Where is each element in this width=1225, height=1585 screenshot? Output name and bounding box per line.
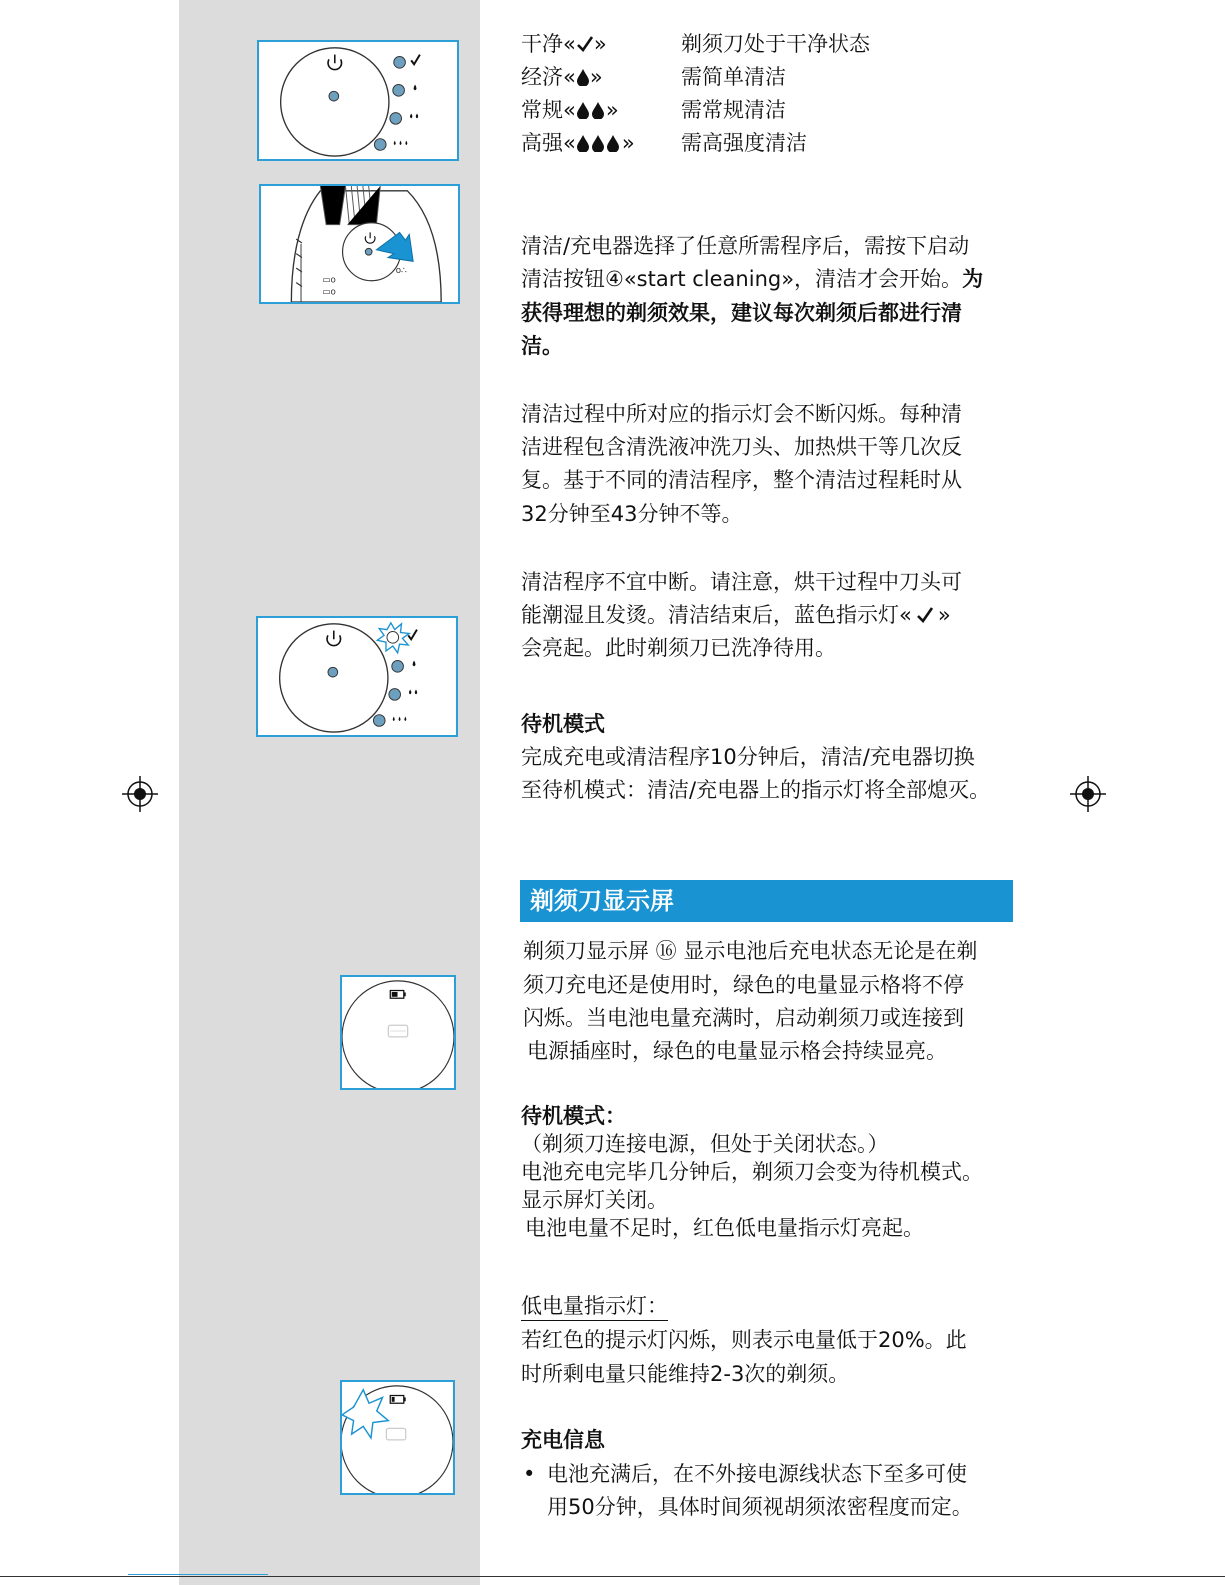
legend-desc-normal: 需常规清洁 <box>681 98 786 122</box>
low-battery-illustration <box>342 1382 453 1493</box>
charging-heading: 充电信息 <box>521 1428 605 1452</box>
standby-shaver-line1: （剃须刀连接电源，但处于关闭状态。） <box>521 1132 889 1156</box>
para-start-line3: 获得理想的剃须效果，建议每次剃须后都进行清 <box>521 301 962 325</box>
legend-desc-clean: 剃须刀处于干净状态 <box>681 32 870 56</box>
registration-mark-icon <box>122 776 158 812</box>
para-start-line4: 洁。 <box>521 334 563 358</box>
drop-icon <box>576 68 590 86</box>
display-line1: 剃须刀显示屏 ⑯ 显示电池后充电状态无论是在剃 <box>523 939 978 963</box>
display-line3: 闪烁。当电池电量充满时，启动剃须刀或连接到 <box>523 1006 964 1030</box>
para-process-line1: 清洁过程中所对应的指示灯会不断闪烁。每种清 <box>521 402 962 426</box>
para-start-line1: 清洁/充电器选择了任意所需程序后，需按下启动 <box>521 234 970 258</box>
charging-line2: 用50分钟，具体时间须视胡须浓密程度而定。 <box>547 1495 973 1519</box>
legend-desc-intensive: 需高强度清洁 <box>681 131 807 155</box>
figure-start-button <box>259 184 460 304</box>
para-process-line2: 洁进程包含清洗液冲洗刀头、加热烘干等几次反 <box>521 435 962 459</box>
checkmark-icon <box>912 607 938 623</box>
standby-shaver-line4: 电池电量不足时，红色低电量指示灯亮起。 <box>525 1216 924 1240</box>
figure-clean-led-lit <box>256 616 458 737</box>
registration-mark-icon <box>1070 776 1106 812</box>
standby-station-line2: 至待机模式：清洁/充电器上的指示灯将全部熄灭。 <box>521 778 991 802</box>
legend-mode-intensive: 高强« <box>521 131 576 155</box>
legend-mode-eco: 经济« <box>521 65 576 89</box>
para-process-line4: 32分钟至43分钟不等。 <box>521 502 743 526</box>
standby-shaver-heading: 待机模式： <box>521 1104 626 1128</box>
low-battery-line2: 时所剩电量只能维持2-3次的剃须。 <box>521 1362 850 1386</box>
station-panel-illustration <box>259 42 457 159</box>
page-bottom-accent <box>128 1574 268 1575</box>
legend-row-clean: 干净« » 剃须刀处于干净状态 <box>521 28 607 61</box>
start-button-illustration <box>261 186 458 302</box>
legend-row-normal: 常规« » 需常规清洁 <box>521 94 619 127</box>
legend-mode-clean: 干净« <box>521 32 576 56</box>
section-title-shaver-display: 剃须刀显示屏 <box>520 880 1013 922</box>
checkmark-icon <box>576 36 594 52</box>
para-interrupt-line1: 清洁程序不宜中断。请注意，烘干过程中刀头可 <box>521 570 962 594</box>
svg-text:▭o: ▭o <box>322 287 336 298</box>
legend-row-eco: 经济« » 需简单清洁 <box>521 61 603 94</box>
para-interrupt-line2: 能潮湿且发烫。清洁结束后，蓝色指示灯« » <box>521 603 951 627</box>
clean-led-illustration <box>258 618 456 735</box>
legend-mode-normal: 常规« <box>521 98 576 122</box>
triple-drop-icon <box>576 134 622 152</box>
display-line2: 须刀充电还是使用时，绿色的电量显示格将不停 <box>523 973 964 997</box>
display-line4: 电源插座时，绿色的电量显示格会持续显亮。 <box>527 1039 947 1063</box>
para-interrupt-line3: 会亮起。此时剃须刀已洗净待用。 <box>521 636 836 660</box>
page-bottom-rule <box>0 1576 1225 1577</box>
standby-shaver-line3: 显示屏灯关闭。 <box>521 1188 668 1212</box>
svg-text:▭o: ▭o <box>322 275 336 286</box>
charging-bullet: • <box>523 1462 536 1486</box>
figure-station-panel <box>257 40 459 161</box>
double-drop-icon <box>576 101 606 119</box>
charging-line1: 电池充满后，在不外接电源线状态下至多可使 <box>547 1462 967 1486</box>
low-battery-line1: 若红色的提示灯闪烁，则表示电量低于20%。此 <box>521 1328 967 1352</box>
figure-shaver-display <box>340 975 456 1090</box>
standby-station-line1: 完成充电或清洁程序10分钟后，清洁/充电器切换 <box>521 745 975 769</box>
low-battery-heading: 低电量指示灯： <box>521 1290 668 1324</box>
para-start-line2: 清洁按钮④«start cleaning»，清洁才会开始。为 <box>521 267 984 291</box>
figure-low-battery <box>340 1380 455 1495</box>
standby-shaver-line2: 电池充电完毕几分钟后，剃须刀会变为待机模式。 <box>521 1160 983 1184</box>
standby-station-heading: 待机模式 <box>521 712 605 736</box>
svg-text:o∴: o∴ <box>395 266 407 276</box>
para-process-line3: 复。基于不同的清洁程序，整个清洁过程耗时从 <box>521 468 962 492</box>
shaver-display-illustration <box>342 977 454 1088</box>
legend-desc-eco: 需简单清洁 <box>681 65 786 89</box>
legend-row-intensive: 高强« » 需高强度清洁 <box>521 127 635 160</box>
